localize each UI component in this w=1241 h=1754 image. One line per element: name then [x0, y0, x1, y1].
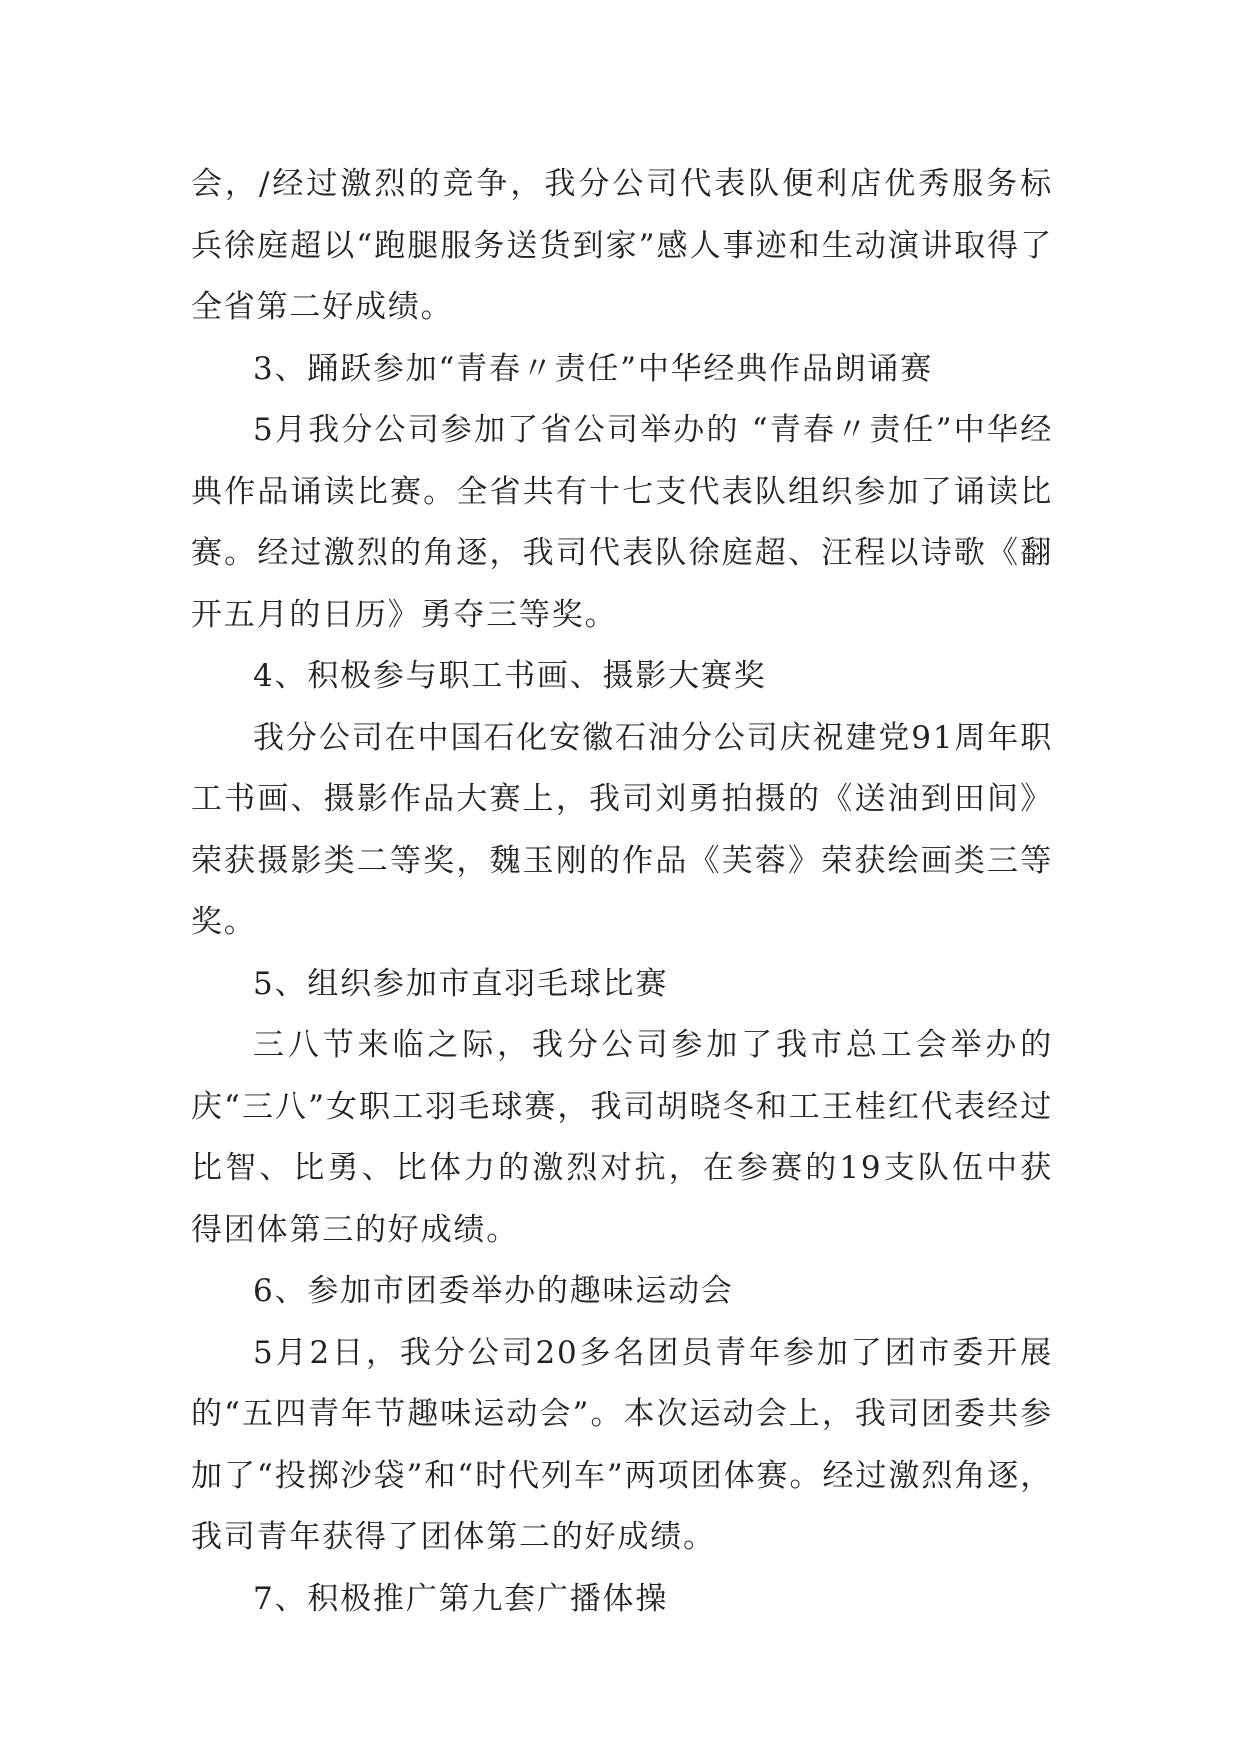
paragraph-calligraphy-photo: 我分公司在中国石化安徽石油分公司庆祝建党91周年职工书画、摄影作品大赛上，我司刘勇拍摄的《送油到田间》荣获摄影类二等奖，魏玉刚的作品《芙蓉》荣获绘画类三等奖。: [191, 719, 1053, 940]
section-heading-6: 6、参加市团委举办的趣味运动会: [253, 1273, 734, 1309]
section-heading-7: 7、积极推广第九套广播体操: [253, 1580, 669, 1617]
section-heading-3: 3、踊跃参加“青春〃责任”中华经典作品朗诵赛: [253, 350, 934, 387]
paragraph-continued: 会，/经过激烈的竞争，我分公司代表队便利店优秀服务标兵徐庭超以“跑腿服务送货到家”感人事迹和生动演讲取得了全省第二好成绩。: [191, 166, 1053, 325]
paragraph-badminton: 三八节来临之际，我分公司参加了我市总工会举办的庆“三八”女职工羽毛球赛，我司胡晓冬和工王桂红代表经过比智、比勇、比体力的激烈对抗，在参赛的19支队伍中获得团体第三的好成绩。: [191, 1027, 1053, 1248]
section-heading-4: 4、积极参与职工书画、摄影大赛奖: [253, 658, 767, 694]
section-heading-5: 5、组织参加市直羽毛球比赛: [253, 965, 669, 1002]
paragraph-recitation: 5月我分公司参加了省公司举办的 “青春〃责任”中华经典作品诵读比赛。全省共有十七支代表队组织参加了诵读比赛。经过激烈的角逐，我司代表队徐庭超、汪程以诗歌《翻开五月的日历》勇夺三等奖。: [191, 412, 1053, 633]
paragraph-sports-meet: 5月2日，我分公司20多名团员青年参加了团市委开展的“五四青年节趣味运动会”。本次运动会上，我司团委共参加了“投掷沙袋”和“时代列车”两项团体赛。经过激烈角逐，我司青年获得了团体第二的好成绩。: [191, 1334, 1053, 1555]
document-body: [191, 154, 1053, 1630]
